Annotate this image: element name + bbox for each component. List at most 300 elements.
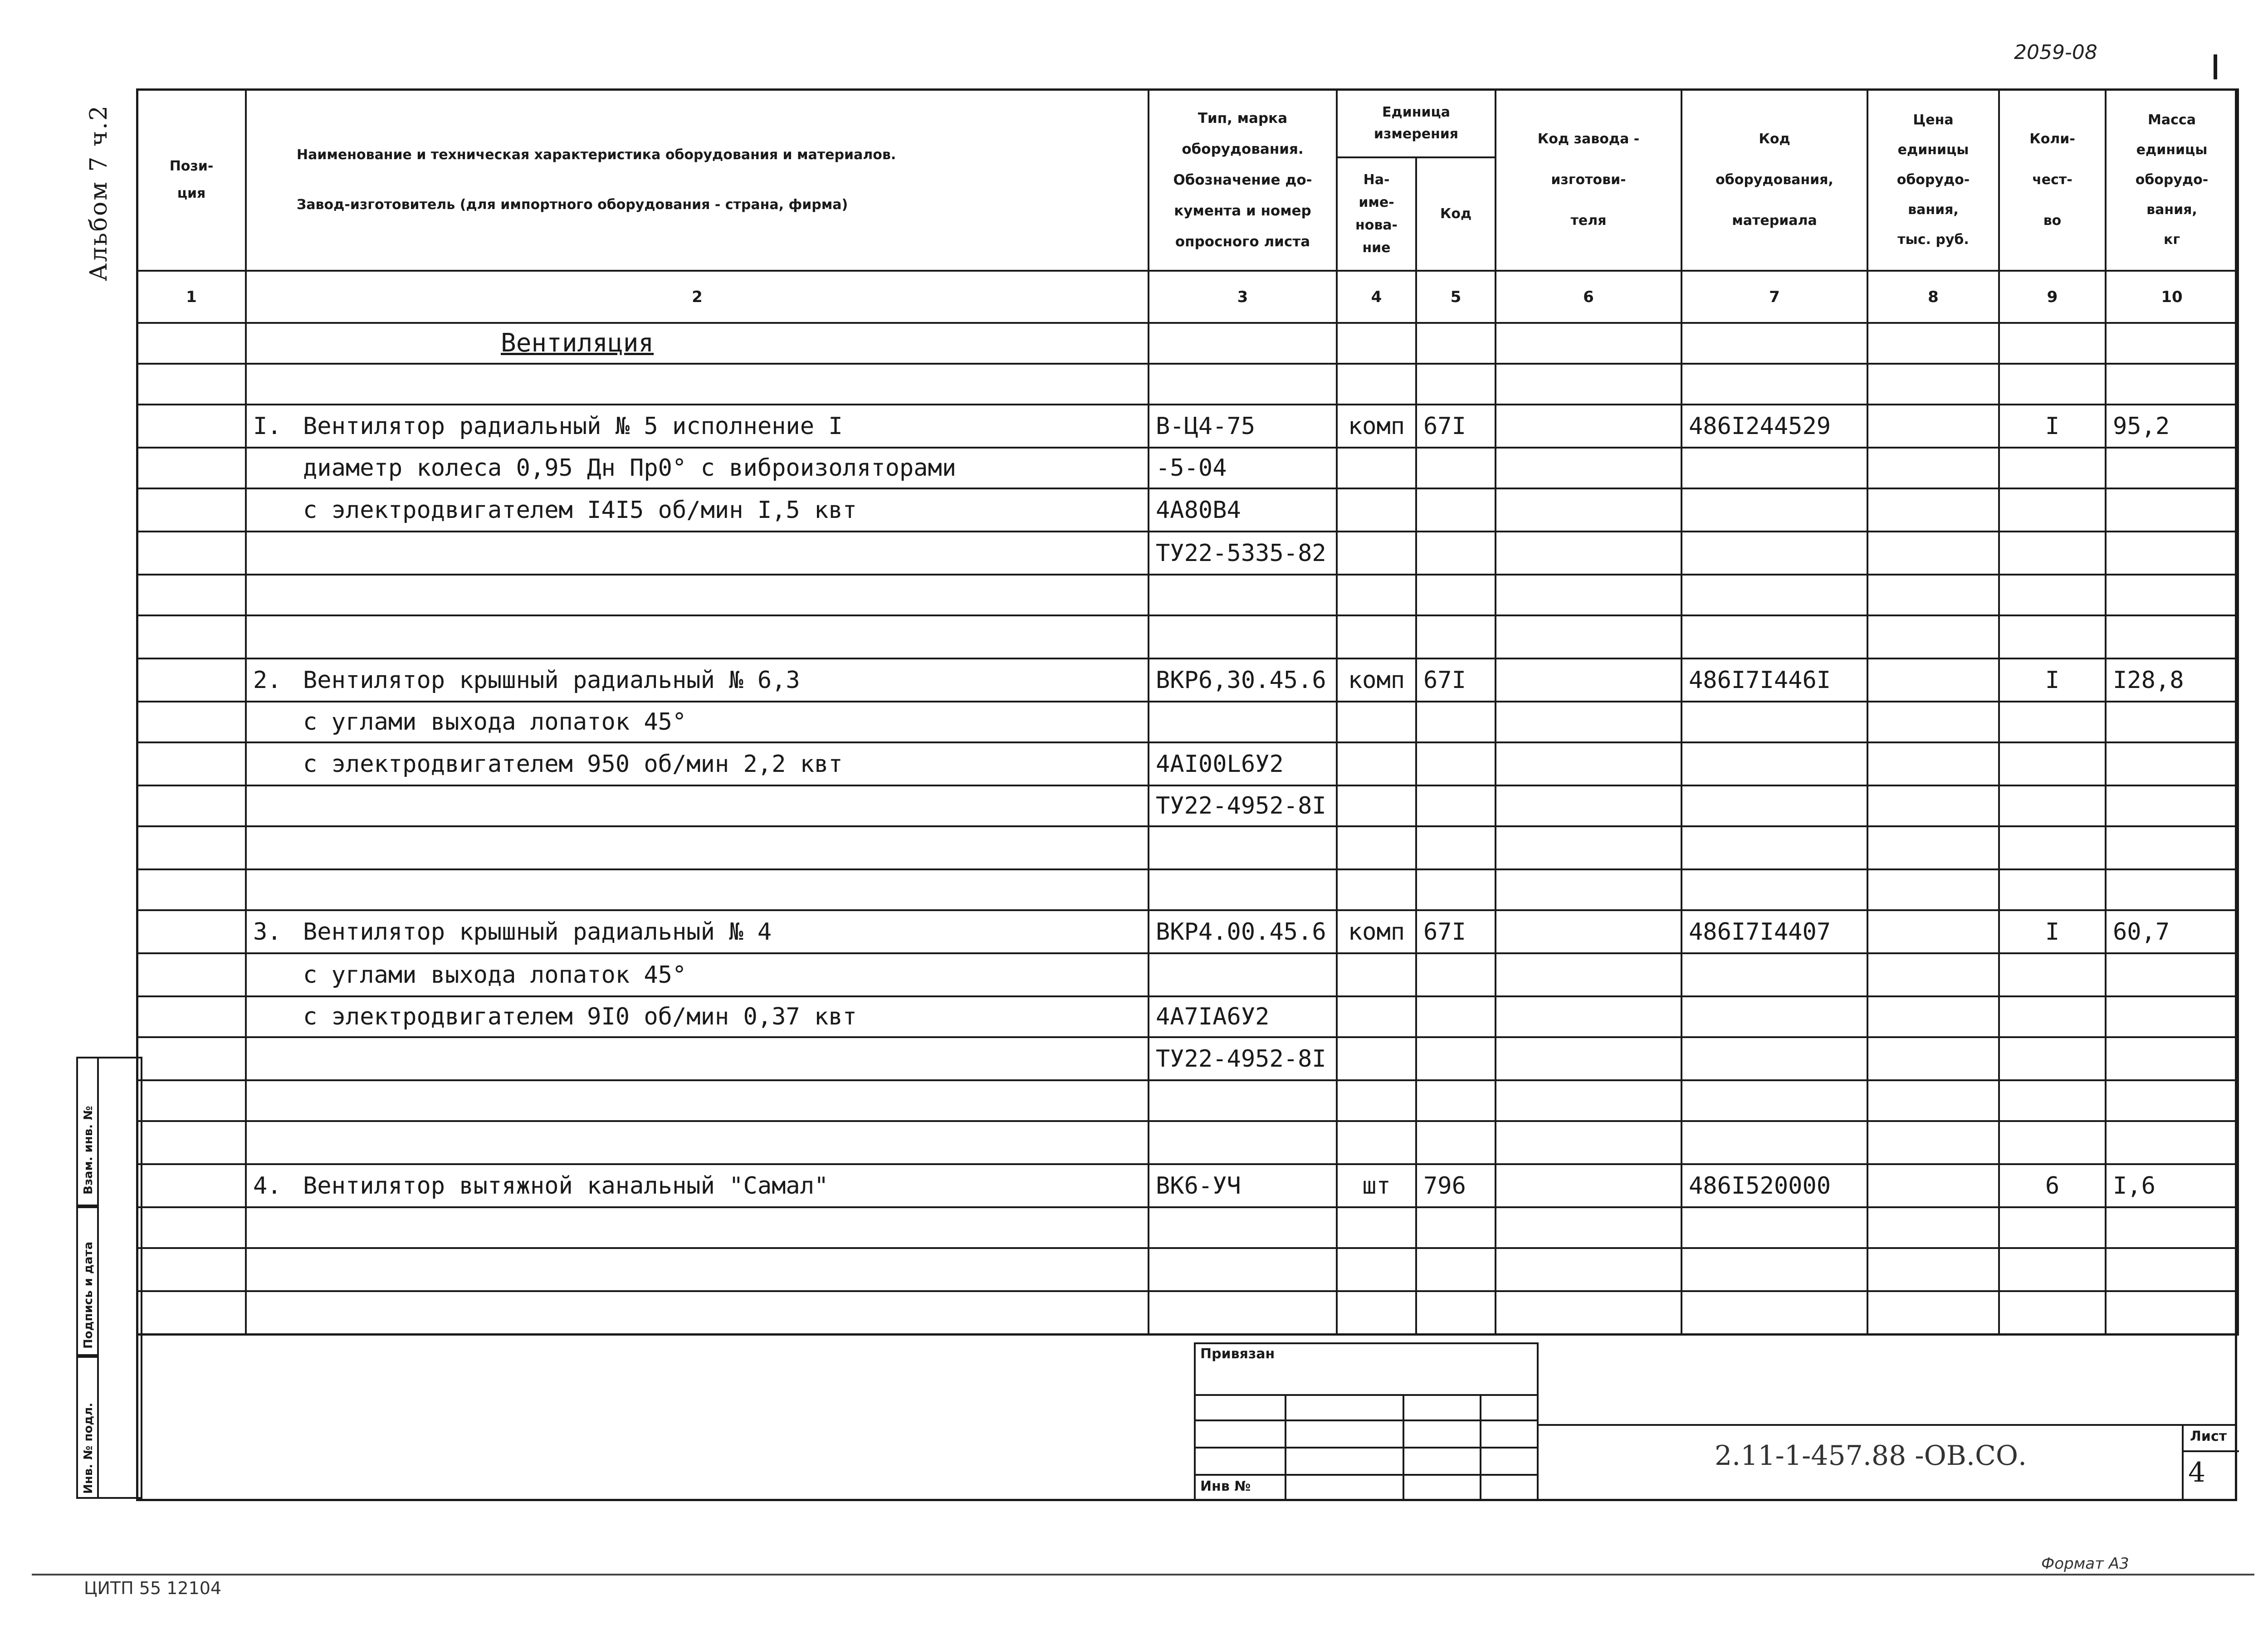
position-cell [137,658,246,702]
type-cell [1149,953,1337,996]
mass-cell [2106,996,2238,1037]
unit-name-cell [1337,702,1416,742]
name-cell [246,910,1149,953]
mass-cell [2106,785,2238,826]
table-row [137,658,2238,702]
mass-cell [2106,702,2238,742]
section-title: Вентиляция [246,323,1149,364]
mass-cell [2106,1037,2238,1080]
item-description [253,1214,303,1241]
table-row [137,1164,2238,1207]
factory-code-cell [1496,953,1681,996]
quantity-cell [1999,702,2106,742]
unit-code-cell [1416,1037,1496,1080]
type-cell: В-Ц4-75 [1149,405,1337,448]
factory-code-cell [1496,1080,1681,1121]
quantity-cell: 6 [1999,1164,2106,1207]
unit-name-cell [1337,742,1416,785]
name-cell [246,1080,1149,1121]
table-row [137,1121,2238,1164]
equipment-code-cell: 486I7I4407 [1681,910,1867,953]
name-cell [246,448,1149,488]
mass-cell [2106,1121,2238,1164]
table-body [137,364,2238,1334]
equipment-code-cell: 486I244529 [1681,405,1867,448]
unit-code-cell [1416,448,1496,488]
table-row [137,869,2238,910]
position-cell [137,910,246,953]
table-row [137,575,2238,615]
factory-code-cell [1496,532,1681,575]
unit-name-cell: комп [1337,405,1416,448]
factory-code-cell [1496,615,1681,658]
format-label: Формат А3 [2041,1555,2129,1573]
item-description: Вентилятор вытяжной канальный "Самал" [303,1172,829,1200]
name-cell [246,615,1149,658]
header-price: Цена единицы оборудо- вания, тыс. руб. [1867,89,1999,271]
col-number: 3 [1149,271,1337,323]
table-row [137,826,2238,869]
unit-name-cell [1337,1080,1416,1121]
factory-code-cell [1496,869,1681,910]
unit-name-cell [1337,532,1416,575]
mass-cell [2106,1291,2238,1334]
table-row [137,742,2238,785]
factory-code-cell [1496,364,1681,405]
inventory-label: Инв № [1200,1478,1251,1494]
position-cell [137,1080,246,1121]
col-number: 5 [1416,271,1496,323]
mass-cell: 95,2 [2106,405,2238,448]
unit-name-cell [1337,1121,1416,1164]
name-cell [246,1207,1149,1248]
mass-cell [2106,488,2238,532]
factory-code-cell [1496,488,1681,532]
equipment-code-cell [1681,869,1867,910]
factory-code-cell [1496,1291,1681,1334]
stamp-sign-cell [76,1206,99,1356]
unit-code-cell [1416,575,1496,615]
price-cell [1867,405,1999,448]
item-description: Вентилятор крышный радиальный № 6,3 [303,666,800,694]
position-cell [137,1248,246,1291]
equipment-code-cell: 486I7I446I [1681,658,1867,702]
col-number: 1 [137,271,246,323]
table-row [137,615,2238,658]
price-cell [1867,615,1999,658]
mass-cell [2106,615,2238,658]
quantity-cell [1999,1037,2106,1080]
header-name-line-2: Завод-изготовитель (для импортного оборудования - страна, фирма) [297,197,848,213]
item-description: с углами выхода лопаток 45° [303,708,687,736]
factory-code-cell [1496,996,1681,1037]
table-row [137,1291,2238,1334]
price-cell [1867,1291,1999,1334]
footer-code: ЦИТП 55 12104 [84,1578,222,1598]
table-row [137,405,2238,448]
table-row [137,448,2238,488]
factory-code-cell [1496,1207,1681,1248]
top-stamp-number: 2059-08 [2014,41,2097,64]
type-cell: 4А80В4 [1149,488,1337,532]
unit-code-cell [1416,532,1496,575]
unit-name-cell [1337,953,1416,996]
unit-name-cell [1337,615,1416,658]
position-cell [137,785,246,826]
unit-code-cell [1416,742,1496,785]
mass-cell [2106,1080,2238,1121]
unit-name-cell [1337,364,1416,405]
position-cell [137,1207,246,1248]
price-cell [1867,996,1999,1037]
unit-code-cell [1416,1121,1496,1164]
name-cell [246,953,1149,996]
type-cell: ТУ22-4952-8I [1149,785,1337,826]
position-cell [137,1037,246,1080]
factory-code-cell [1496,742,1681,785]
unit-code-cell [1416,953,1496,996]
album-label: Альбом 7 ч.2 [85,104,112,281]
unit-code-cell: 67I [1416,910,1496,953]
table-row [137,1207,2238,1248]
position-cell [137,869,246,910]
header-type: Тип, марка оборудования. Обозначение до- кумента и номер опросного листа [1149,89,1337,271]
equipment-code-cell [1681,953,1867,996]
unit-name-cell [1337,996,1416,1037]
unit-name-cell [1337,448,1416,488]
col-number: 2 [246,271,1149,323]
mass-cell [2106,869,2238,910]
header-unit-group: Единица измерения [1337,89,1496,157]
type-cell: 4А7IА6У2 [1149,996,1337,1037]
type-cell [1149,1248,1337,1291]
item-description: Вентилятор крышный радиальный № 4 [303,918,772,946]
unit-code-cell [1416,1207,1496,1248]
position-cell [137,1291,246,1334]
unit-code-cell: 67I [1416,658,1496,702]
table-row [137,488,2238,532]
header-factory-code: Код завода - изготови- теля [1496,89,1681,271]
quantity-cell [1999,1248,2106,1291]
equipment-code-cell [1681,742,1867,785]
stamp-replace-cell [76,1057,99,1206]
item-description [253,834,303,862]
item-description: с электродвигателем I4I5 об/мин I,5 квт [303,496,857,524]
mass-cell [2106,826,2238,869]
position-cell [137,742,246,785]
equipment-code-cell [1681,1207,1867,1248]
name-cell [246,575,1149,615]
type-cell: ВКР4.00.45.6 [1149,910,1337,953]
type-cell: ТУ22-4952-8I [1149,1037,1337,1080]
position-cell [137,826,246,869]
type-cell [1149,575,1337,615]
type-cell [1149,1207,1337,1248]
type-cell [1149,702,1337,742]
bound-label: Привязан [1200,1346,1275,1362]
table-row [137,1080,2238,1121]
item-description [253,792,303,819]
unit-name-cell [1337,1291,1416,1334]
sheet-number: 4 [2188,1457,2206,1488]
mass-cell [2106,1207,2238,1248]
equipment-code-cell: 486I520000 [1681,1164,1867,1207]
price-cell [1867,869,1999,910]
unit-name-cell [1337,785,1416,826]
equipment-code-cell [1681,1080,1867,1121]
equipment-code-cell [1681,702,1867,742]
unit-code-cell [1416,364,1496,405]
table-row [137,532,2238,575]
position-number: 2. [253,666,282,694]
type-cell: ВКР6,30.45.6 [1149,658,1337,702]
position-cell [137,615,246,658]
column-number-row [137,271,2238,323]
factory-code-cell [1496,575,1681,615]
type-cell: -5-04 [1149,448,1337,488]
price-cell [1867,910,1999,953]
table-row [137,364,2238,405]
factory-code-cell [1496,826,1681,869]
mass-cell [2106,1248,2238,1291]
item-description [253,1045,303,1073]
name-cell [246,826,1149,869]
equipment-code-cell [1681,364,1867,405]
header-name [246,89,1149,271]
item-description: Вентилятор радиальный № 5 исполнение I [303,412,843,440]
quantity-cell [1999,826,2106,869]
header-quantity: Коли- чест- во [1999,89,2106,271]
quantity-cell [1999,1121,2106,1164]
equipment-code-cell [1681,1248,1867,1291]
price-cell [1867,953,1999,996]
name-cell [246,1248,1149,1291]
table-row [137,996,2238,1037]
quantity-cell: I [1999,658,2106,702]
item-description: с электродвигателем 950 об/мин 2,2 квт [303,750,843,778]
mass-cell [2106,448,2238,488]
unit-name-cell [1337,869,1416,910]
unit-name-cell [1337,826,1416,869]
mass-cell: I28,8 [2106,658,2238,702]
name-cell [246,1164,1149,1207]
quantity-cell: I [1999,910,2106,953]
item-description [253,1129,303,1156]
name-cell [246,405,1149,448]
position-cell [137,575,246,615]
unit-code-cell [1416,1080,1496,1121]
name-cell [246,488,1149,532]
title-divider [1539,1424,2237,1426]
table-row [137,785,2238,826]
price-cell [1867,785,1999,826]
price-cell [1867,1248,1999,1291]
unit-code-cell [1416,702,1496,742]
item-description [253,876,303,903]
price-cell [1867,702,1999,742]
table-row [137,702,2238,742]
item-description [253,540,303,567]
unit-code-cell [1416,1248,1496,1291]
quantity-cell [1999,615,2106,658]
col-number: 6 [1496,271,1681,323]
sheet-box [2182,1424,2239,1501]
equipment-code-cell [1681,1121,1867,1164]
table-row [137,1037,2238,1080]
name-cell [246,785,1149,826]
equipment-code-cell [1681,1291,1867,1334]
name-cell [246,996,1149,1037]
item-description [253,1256,303,1283]
col-number: 4 [1337,271,1416,323]
unit-name-cell: комп [1337,910,1416,953]
price-cell [1867,658,1999,702]
equipment-code-cell [1681,785,1867,826]
mass-cell: I,6 [2106,1164,2238,1207]
type-cell [1149,1291,1337,1334]
stamp-blank-column [97,1057,142,1499]
item-description: диаметр колеса 0,95 Дн Пр0° с виброизоляторами [303,454,957,482]
unit-code-cell: 67I [1416,405,1496,448]
name-cell [246,1037,1149,1080]
sheet-label: Лист [2184,1424,2239,1452]
name-cell [246,869,1149,910]
quantity-cell [1999,869,2106,910]
type-cell: 4АI00L6У2 [1149,742,1337,785]
type-cell [1149,364,1337,405]
quantity-cell [1999,1080,2106,1121]
equipment-code-cell [1681,532,1867,575]
stamp-inv-label: Инв. № подл. [82,1402,95,1494]
unit-code-cell [1416,826,1496,869]
position-cell [137,1164,246,1207]
quantity-cell [1999,488,2106,532]
equipment-code-cell [1681,575,1867,615]
footer-line [32,1574,2254,1575]
position-cell [137,448,246,488]
factory-code-cell [1496,1248,1681,1291]
factory-code-cell [1496,1037,1681,1080]
stamp-sign-label: Подпись и дата [82,1241,95,1349]
quantity-cell [1999,364,2106,405]
stamp-replace-label: Взам. инв. № [82,1106,95,1195]
col-number: 7 [1681,271,1867,323]
name-cell [246,742,1149,785]
name-cell [246,658,1149,702]
position-cell [137,996,246,1037]
item-description [253,624,303,651]
position-cell [137,1121,246,1164]
quantity-cell: I [1999,405,2106,448]
col-number: 10 [2106,271,2238,323]
top-stamp-divider [2214,54,2217,79]
factory-code-cell [1496,1121,1681,1164]
header-row-top [137,89,2238,157]
price-cell [1867,1121,1999,1164]
col-number: 9 [1999,271,2106,323]
type-cell [1149,615,1337,658]
quantity-cell [1999,448,2106,488]
position-cell [137,405,246,448]
equipment-code-cell [1681,1037,1867,1080]
price-cell [1867,1037,1999,1080]
quantity-cell [1999,575,2106,615]
left-stamp-strip [76,1057,140,1499]
mass-cell [2106,532,2238,575]
unit-name-cell [1337,488,1416,532]
unit-name-cell [1337,575,1416,615]
name-cell [246,702,1149,742]
table-row [137,910,2238,953]
mass-cell: 60,7 [2106,910,2238,953]
equipment-code-cell [1681,615,1867,658]
table-row [137,953,2238,996]
position-number: 3. [253,918,282,946]
factory-code-cell [1496,448,1681,488]
unit-code-cell [1416,615,1496,658]
quantity-cell [1999,742,2106,785]
type-cell [1149,826,1337,869]
item-description: с электродвигателем 9I0 об/мин 0,37 квт [303,1003,857,1030]
specification-table [136,88,2239,1336]
quantity-cell [1999,953,2106,996]
type-cell: ВК6-УЧ [1149,1164,1337,1207]
price-cell [1867,488,1999,532]
bound-stamp [1194,1342,1539,1501]
unit-name-cell [1337,1037,1416,1080]
price-cell [1867,575,1999,615]
unit-code-cell: 796 [1416,1164,1496,1207]
factory-code-cell [1496,658,1681,702]
item-description [253,581,303,609]
price-cell [1867,532,1999,575]
factory-code-cell [1496,1164,1681,1207]
price-cell [1867,742,1999,785]
quantity-cell [1999,1291,2106,1334]
mass-cell [2106,364,2238,405]
price-cell [1867,1080,1999,1121]
unit-name-cell [1337,1207,1416,1248]
type-cell [1149,869,1337,910]
unit-name-cell: шт [1337,1164,1416,1207]
name-cell [246,532,1149,575]
equipment-code-cell [1681,488,1867,532]
type-cell: ТУ22-5335-82 [1149,532,1337,575]
unit-code-cell [1416,996,1496,1037]
mass-cell [2106,953,2238,996]
header-position: Пози- ция [137,89,246,271]
header-unit-name: На- име- нова- ние [1337,157,1416,271]
factory-code-cell [1496,405,1681,448]
item-description [253,1299,303,1326]
name-cell [246,1121,1149,1164]
unit-code-cell [1416,785,1496,826]
quantity-cell [1999,996,2106,1037]
factory-code-cell [1496,702,1681,742]
quantity-cell [1999,532,2106,575]
unit-code-cell [1416,488,1496,532]
position-cell [137,488,246,532]
name-cell [246,1291,1149,1334]
type-cell [1149,1080,1337,1121]
position-cell [137,364,246,405]
unit-code-cell [1416,1291,1496,1334]
quantity-cell [1999,1207,2106,1248]
unit-name-cell: комп [1337,658,1416,702]
stamp-inv-cell [76,1356,99,1499]
mass-cell [2106,575,2238,615]
header-mass: Масса единицы оборудо- вания, кг [2106,89,2238,271]
